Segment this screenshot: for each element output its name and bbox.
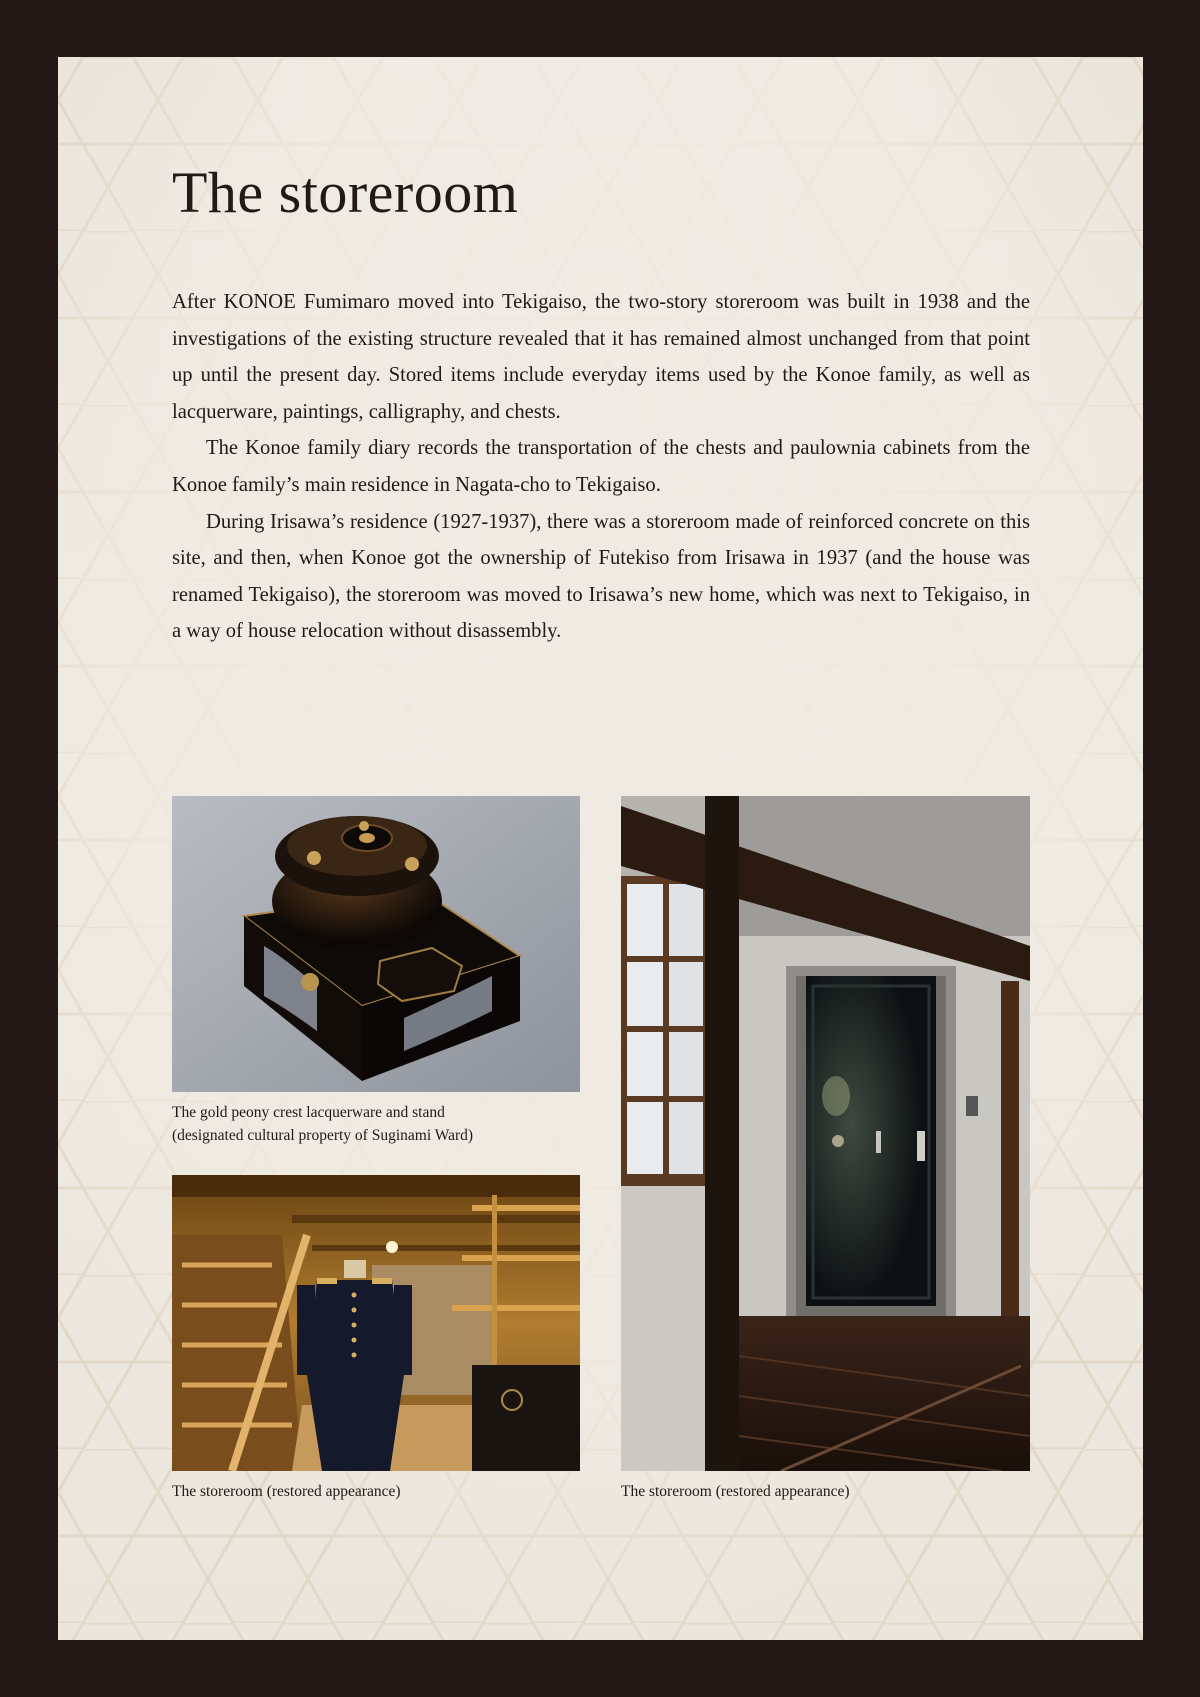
paragraph: The Konoe family diary records the transportation of the chests and paulownia cabinets from the Konoe family’s main residence in Nagata-cho to Tekigaiso. <box>172 437 1030 496</box>
storeroom-door-photo <box>621 796 1030 1471</box>
paragraph: During Irisawa’s residence (1927-1937), there was a storeroom made of reinforced concrete on this site, and then, when Konoe got the ownership of Futekiso from Irisawa in 1937 (and the house was renamed Tekigaiso), the storeroom was moved to Irisawa’s new home, which was next to Tekigaiso, in a way of house relocation without disassembly. <box>172 510 1030 643</box>
caption-line: (designated cultural property of Suginami Ward) <box>172 1127 474 1144</box>
storeroom-interior-caption: The storeroom (restored appearance) <box>172 1483 401 1500</box>
page-title: The storeroom <box>172 160 519 225</box>
paragraph: After KONOE Fumimaro moved into Tekigaiso, the two-story storeroom was built in 1938 and the investigations of the existing structure revealed that it has remained almost unchanged from that point up until the present day. Stored items include everyday items used by the Konoe family, as well as lacquerware, paintings, calligraphy, and chests. <box>172 291 1030 423</box>
caption-line: The gold peony crest lacquerware and stand <box>172 1104 445 1121</box>
lacquerware-photo <box>172 796 580 1092</box>
storeroom-interior-photo <box>172 1175 580 1471</box>
page <box>58 57 1143 1640</box>
body-text <box>172 284 1030 650</box>
lacquerware-caption <box>172 1101 592 1147</box>
storeroom-door-caption: The storeroom (restored appearance) <box>621 1483 850 1500</box>
